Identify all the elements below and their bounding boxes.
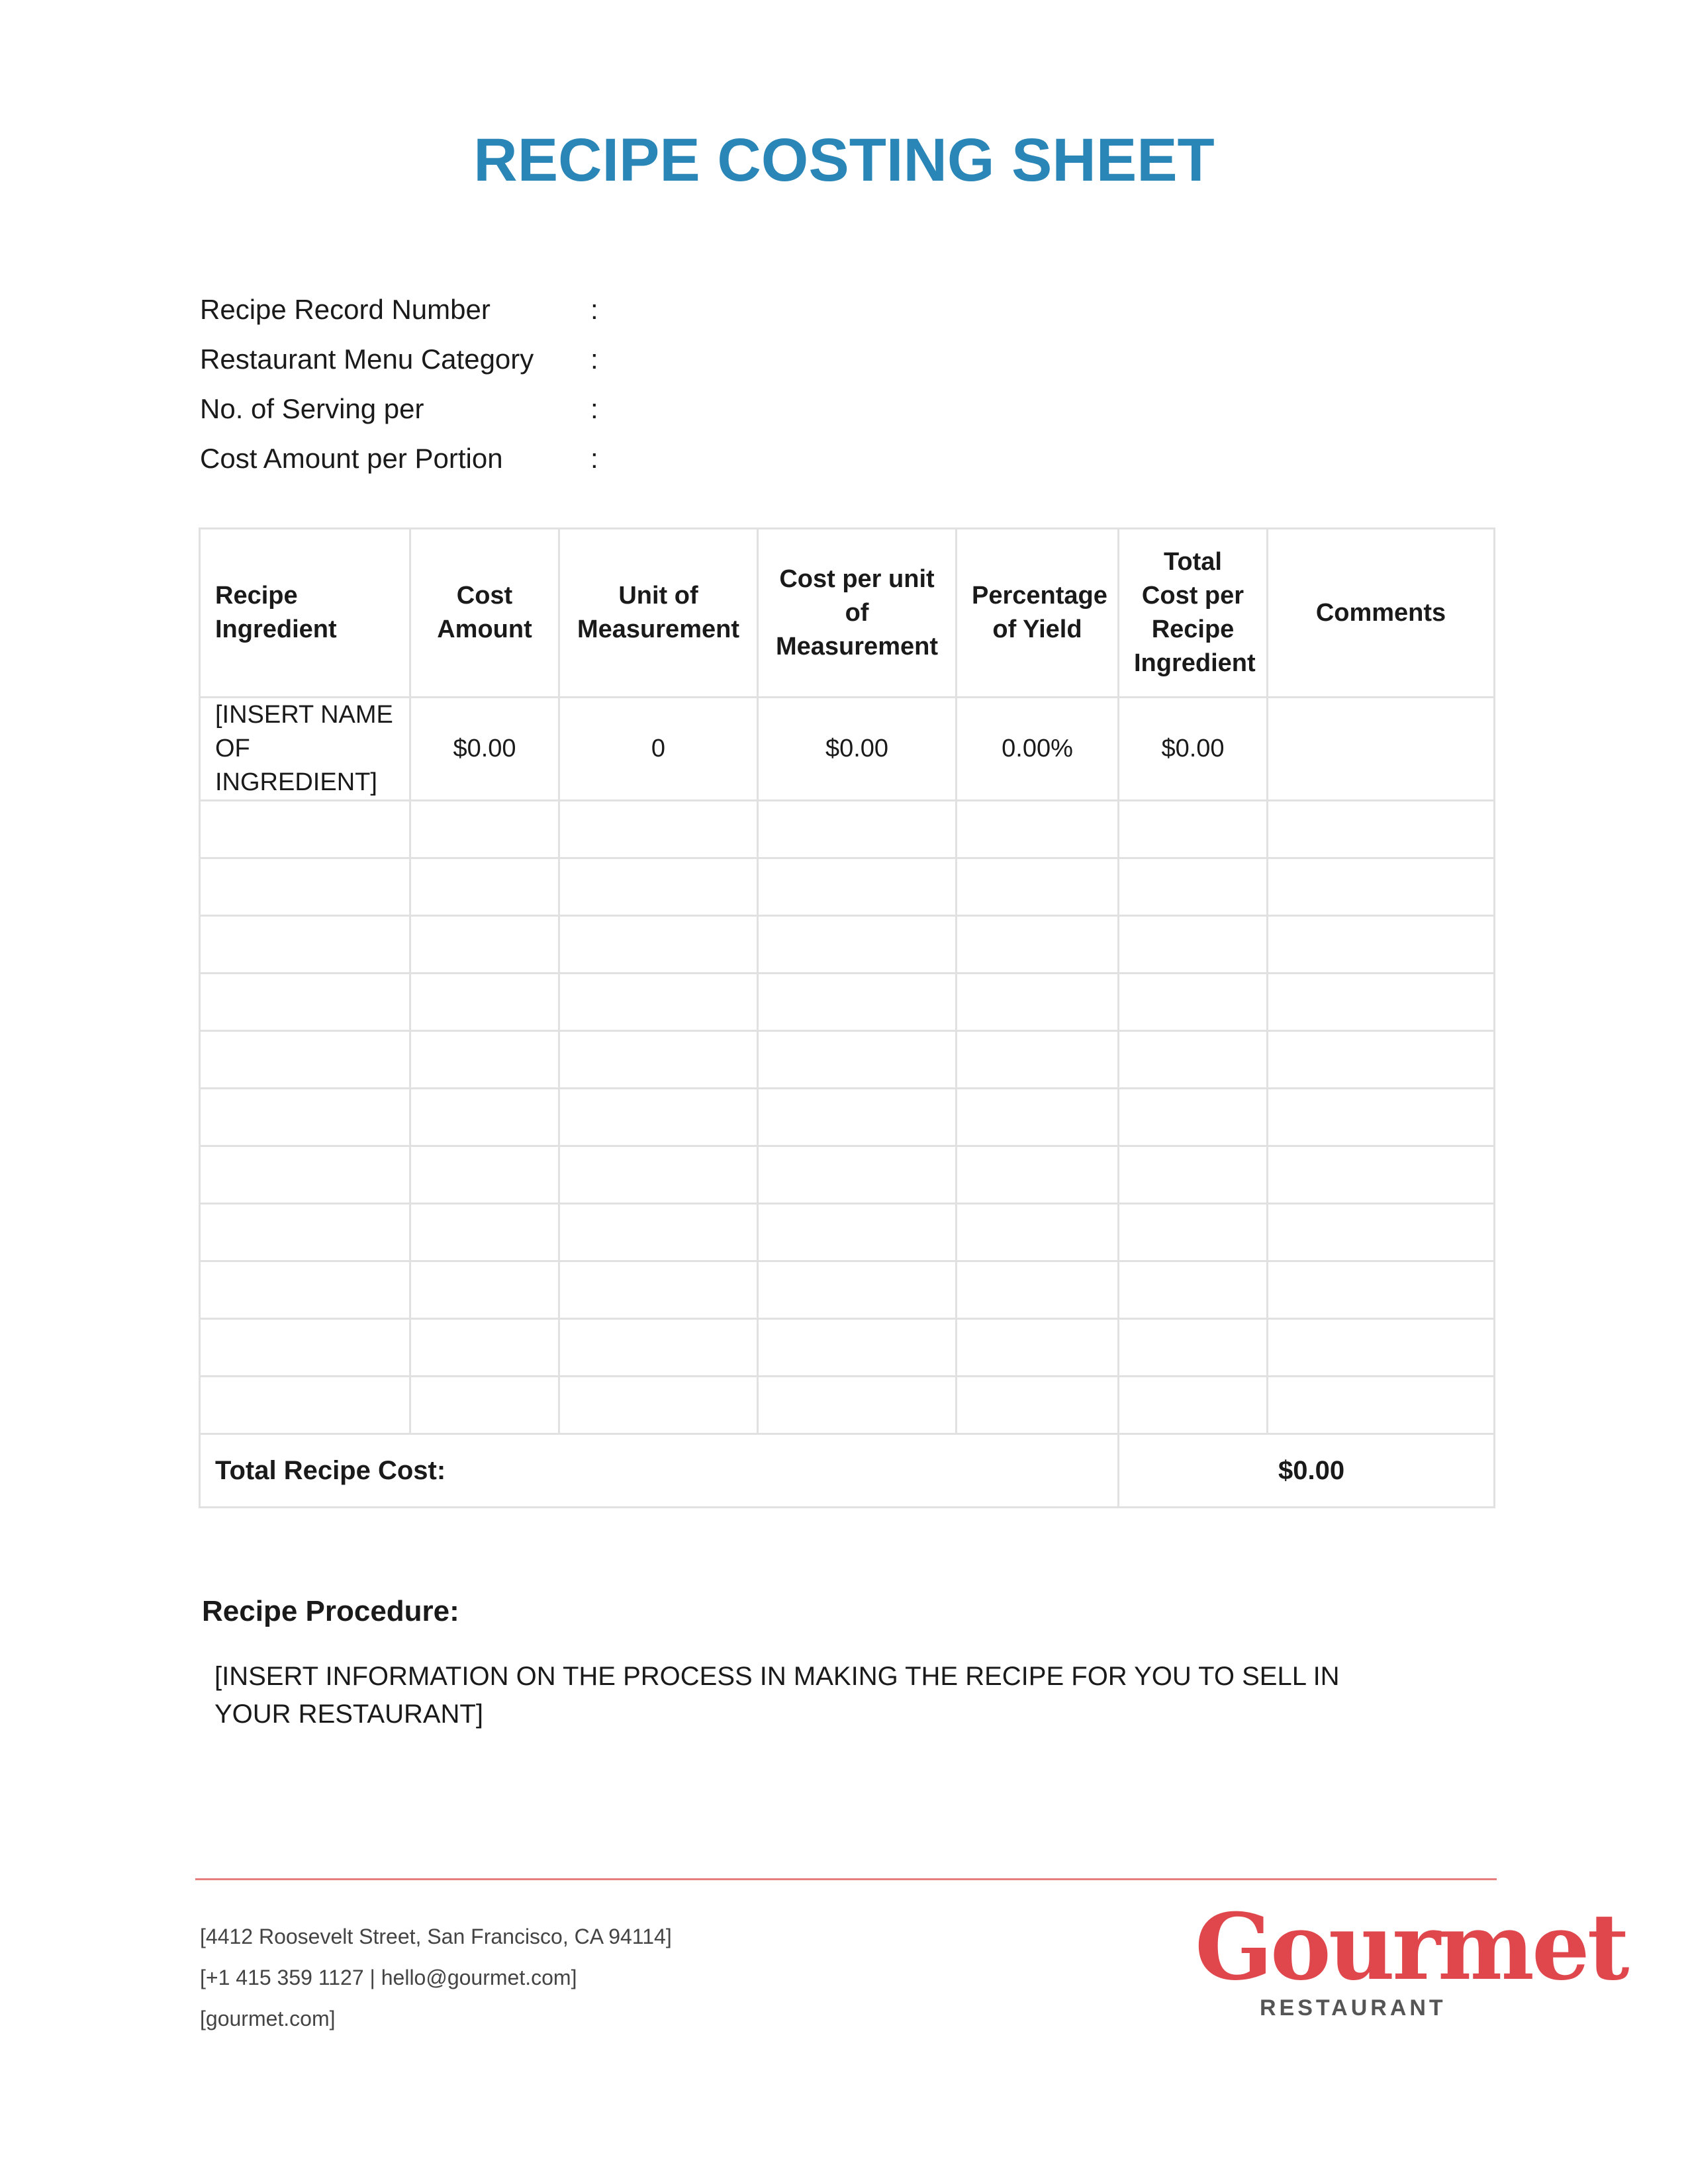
table-header-row [200,529,1495,698]
column-header-cost-amount: Cost Amount [410,529,559,698]
cell-total-cost[interactable] [1119,1031,1268,1089]
cell-cost-amount[interactable] [410,974,559,1031]
table-row [200,1031,1495,1089]
table-row [200,858,1495,916]
cell-comments[interactable] [1268,1146,1495,1204]
column-header-unit: Unit of Measurement [559,529,758,698]
footer-phone-email: [+1 415 359 1127 | hello@gourmet.com] [200,1966,577,1989]
cell-total-cost[interactable] [1119,1089,1268,1146]
table-row [200,698,1495,801]
cell-ingredient[interactable] [200,1319,410,1377]
cell-ingredient[interactable] [200,974,410,1031]
meta-colon: : [590,392,598,424]
cell-total-cost[interactable] [1119,1319,1268,1377]
cell-yield[interactable] [957,801,1119,858]
table-row [200,1319,1495,1377]
cell-unit[interactable] [559,1146,758,1204]
table-row [200,916,1495,974]
cell-total-cost[interactable] [1119,1204,1268,1261]
gourmet-logo [1188,1893,1627,2032]
cell-cost-amount[interactable] [410,1377,559,1434]
cell-unit[interactable] [559,1204,758,1261]
meta-label: Cost Amount per Portion [200,442,503,474]
cell-ingredient[interactable] [200,1261,410,1319]
cell-unit[interactable] [559,1377,758,1434]
cell-total-cost[interactable] [1119,801,1268,858]
cell-comments[interactable] [1268,974,1495,1031]
cell-cost-amount[interactable] [410,1031,559,1089]
total-row [200,1434,1495,1508]
logo-subtitle: RESTAURANT [1260,1995,1446,2021]
cell-comments[interactable] [1268,1204,1495,1261]
cell-comments[interactable] [1268,1089,1495,1146]
cell-unit[interactable] [559,974,758,1031]
cell-cost-per-unit[interactable] [758,1089,957,1146]
cell-cost-amount[interactable]: $0.00 [410,698,559,801]
total-recipe-cost-label: Total Recipe Cost: [200,1434,1119,1508]
footer-website: [gourmet.com] [200,2007,336,2030]
cell-comments[interactable] [1268,1319,1495,1377]
cell-cost-amount[interactable] [410,916,559,974]
cell-comments[interactable] [1268,916,1495,974]
meta-row-cost-per-portion [200,433,617,483]
table-row [200,1377,1495,1434]
meta-row-servings [200,384,617,433]
footer-address: [4412 Roosevelt Street, San Francisco, CA 94114] [200,1925,672,1948]
procedure-heading: Recipe Procedure: [202,1595,459,1627]
cell-unit[interactable] [559,1031,758,1089]
cell-ingredient[interactable] [200,1146,410,1204]
column-header-cost-per-unit: Cost per unit of Measurement [758,529,957,698]
column-header-yield: Percentage of Yield [957,529,1119,698]
cell-comments[interactable] [1268,1261,1495,1319]
cell-cost-amount[interactable] [410,858,559,916]
cell-cost-amount[interactable] [410,801,559,858]
cell-unit[interactable] [559,1089,758,1146]
meta-label: Restaurant Menu Category [200,343,534,375]
cell-total-cost[interactable] [1119,916,1268,974]
column-header-total-cost: Total Cost per Recipe Ingredient [1119,529,1268,698]
cell-yield[interactable] [957,1146,1119,1204]
cell-cost-per-unit[interactable] [758,1377,957,1434]
cell-comments[interactable] [1268,858,1495,916]
cell-ingredient[interactable] [200,1031,410,1089]
cell-ingredient[interactable] [200,858,410,916]
cell-comments[interactable] [1268,801,1495,858]
table-row [200,1146,1495,1204]
table-row [200,1089,1495,1146]
cell-cost-per-unit[interactable]: $0.00 [758,698,957,801]
logo-wordmark: Gourmet [1195,1893,1627,2001]
cell-ingredient[interactable] [200,1377,410,1434]
cell-yield[interactable] [957,1377,1119,1434]
meta-row-menu-category [200,334,617,384]
cell-total-cost[interactable] [1119,1261,1268,1319]
cell-cost-amount[interactable] [410,1261,559,1319]
cell-cost-per-unit[interactable] [758,801,957,858]
cell-cost-per-unit[interactable] [758,1204,957,1261]
cell-ingredient[interactable] [200,916,410,974]
cell-cost-per-unit[interactable] [758,1319,957,1377]
cell-cost-per-unit[interactable] [758,916,957,974]
cell-cost-amount[interactable] [410,1319,559,1377]
cell-total-cost[interactable] [1119,1146,1268,1204]
cell-total-cost[interactable] [1119,858,1268,916]
footer-contact [200,1916,672,2039]
cell-yield[interactable] [957,1031,1119,1089]
table-row [200,801,1495,858]
cell-comments[interactable] [1268,1377,1495,1434]
procedure-body[interactable]: [INSERT INFORMATION ON THE PROCESS IN MAKING THE RECIPE FOR YOU TO SELL IN YOUR RESTAURANT] [214,1662,1340,1729]
meta-colon: : [590,442,598,474]
cell-total-cost[interactable] [1119,974,1268,1031]
cell-cost-per-unit[interactable] [758,974,957,1031]
cell-cost-amount[interactable] [410,1204,559,1261]
recipe-meta-fields [200,285,617,483]
cell-cost-per-unit[interactable] [758,1146,957,1204]
cell-total-cost[interactable] [1119,1377,1268,1434]
column-header-ingredient: Recipe Ingredient [200,529,410,698]
cell-unit[interactable]: 0 [559,698,758,801]
cell-comments[interactable] [1268,1031,1495,1089]
cell-ingredient[interactable] [200,1204,410,1261]
cell-cost-amount[interactable] [410,1146,559,1204]
cell-unit[interactable] [559,1319,758,1377]
cell-unit[interactable] [559,801,758,858]
cell-yield[interactable] [957,974,1119,1031]
cell-cost-amount[interactable] [410,1089,559,1146]
cell-yield[interactable] [957,1261,1119,1319]
cell-yield[interactable] [957,916,1119,974]
cell-ingredient[interactable] [200,801,410,858]
column-header-comments: Comments [1268,529,1495,698]
table-row [200,974,1495,1031]
table-row [200,1261,1495,1319]
cell-yield[interactable] [957,1204,1119,1261]
footer-divider [195,1878,1497,1880]
cell-unit[interactable] [559,1261,758,1319]
meta-row-record-number [200,285,617,334]
meta-colon: : [590,293,598,325]
recipe-cost-table [199,527,1495,1508]
table-row [200,1204,1495,1261]
document-title: RECIPE COSTING SHEET [473,126,1215,194]
cell-ingredient[interactable] [200,1089,410,1146]
cell-yield[interactable] [957,858,1119,916]
meta-colon: : [590,343,598,375]
cell-cost-per-unit[interactable] [758,858,957,916]
cell-unit[interactable] [559,916,758,974]
cell-ingredient[interactable]: [INSERT NAME OF INGREDIENT] [200,698,410,801]
cell-yield[interactable]: 0.00% [957,698,1119,801]
cell-yield[interactable] [957,1319,1119,1377]
meta-label: Recipe Record Number [200,293,491,325]
cell-cost-per-unit[interactable] [758,1031,957,1089]
cell-cost-per-unit[interactable] [758,1261,957,1319]
cell-yield[interactable] [957,1089,1119,1146]
cell-comments[interactable] [1268,698,1495,801]
cell-unit[interactable] [559,858,758,916]
cell-total-cost[interactable]: $0.00 [1119,698,1268,801]
meta-label: No. of Serving per [200,392,424,424]
total-recipe-cost-value: $0.00 [1119,1434,1495,1508]
